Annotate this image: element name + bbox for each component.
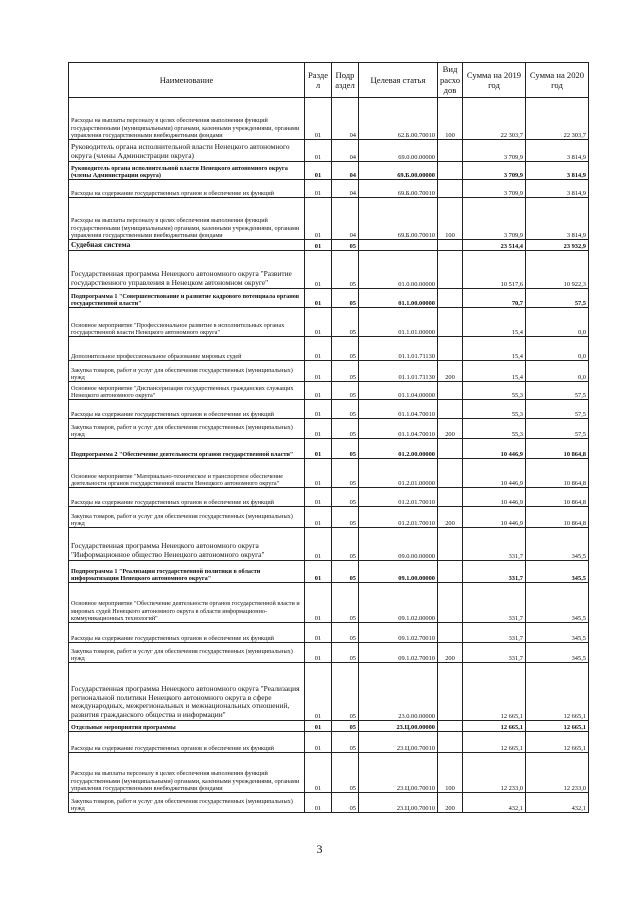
cell-vid (438, 289, 463, 308)
cell-name: Основное мероприятие "Профессиональное развитие в исполнительных органах государственной власти Ненецкого автономного округа" (69, 308, 305, 337)
cell-statya: 01.1.04.70010 (359, 419, 438, 439)
cell-vid: 200 (438, 419, 463, 439)
cell-razdel: 01 (305, 488, 332, 507)
table-row (69, 382, 589, 400)
table-row (69, 721, 589, 732)
budget-table (68, 62, 589, 813)
table-row (69, 439, 589, 459)
cell-statya: 23.Ц.00.70010 (359, 732, 438, 753)
cell-vid (438, 251, 463, 289)
cell-podrazdel: 04 (332, 98, 359, 140)
cell-sum-2020: 345,5 (526, 643, 589, 663)
cell-podrazdel: 05 (332, 240, 359, 251)
cell-name: Подпрограмма 2 "Обеспечение деятельности органов государственной власти" (69, 439, 305, 459)
cell-sum-2020: 0,0 (526, 308, 589, 337)
cell-razdel: 01 (305, 337, 332, 361)
cell-sum-2019: 15,4 (463, 308, 526, 337)
table-row (69, 507, 589, 528)
cell-name: Закупка товаров, работ и услуг для обеспечения государственных (муниципальных) нужд (69, 643, 305, 663)
table-row (69, 623, 589, 643)
cell-razdel: 01 (305, 98, 332, 140)
cell-podrazdel: 05 (332, 251, 359, 289)
cell-vid (438, 663, 463, 721)
cell-sum-2019: 12 665,1 (463, 721, 526, 732)
cell-razdel: 01 (305, 459, 332, 488)
cell-vid (438, 721, 463, 732)
cell-sum-2020: 12 665,1 (526, 732, 589, 753)
cell-name: Закупка товаров, работ и услуг для обеспечения государственных (муниципальных) нужд (69, 507, 305, 528)
cell-podrazdel: 05 (332, 488, 359, 507)
cell-sum-2020: 345,5 (526, 528, 589, 561)
cell-vid (438, 162, 463, 180)
cell-sum-2019: 10 446,9 (463, 459, 526, 488)
cell-sum-2020: 57,5 (526, 382, 589, 400)
table-row (69, 180, 589, 198)
cell-name: Основное мероприятие "Материально-техническое и транспортное обеспечение деятельности органов государственной власти Ненецкого автономного округа" (69, 459, 305, 488)
cell-sum-2019: 10 446,9 (463, 488, 526, 507)
cell-sum-2019: 3 709,9 (463, 180, 526, 198)
cell-razdel: 01 (305, 240, 332, 251)
table-row (69, 419, 589, 439)
cell-sum-2020: 3 814,9 (526, 140, 589, 162)
cell-sum-2019: 12 665,1 (463, 732, 526, 753)
cell-name: Закупка товаров, работ и услуг для обеспечения государственных (муниципальных) нужд (69, 793, 305, 813)
cell-podrazdel: 05 (332, 337, 359, 361)
cell-statya: 01.1.04.70010 (359, 400, 438, 419)
cell-name: Дополнительное профессиональное образование мировых судей (69, 337, 305, 361)
cell-vid (438, 180, 463, 198)
cell-razdel: 01 (305, 382, 332, 400)
cell-vid (438, 337, 463, 361)
cell-sum-2019: 55,3 (463, 382, 526, 400)
cell-sum-2020: 12 233,0 (526, 753, 589, 793)
cell-podrazdel: 05 (332, 732, 359, 753)
cell-sum-2020: 22 303,7 (526, 98, 589, 140)
cell-statya: 62.Б.00.70010 (359, 98, 438, 140)
table-row (69, 643, 589, 663)
cell-name: Расходы на содержание государственных органов и обеспечение их функций (69, 623, 305, 643)
cell-razdel: 01 (305, 419, 332, 439)
cell-sum-2019: 10 517,6 (463, 251, 526, 289)
cell-podrazdel: 05 (332, 400, 359, 419)
cell-vid (438, 488, 463, 507)
cell-statya: 01.1.01.71130 (359, 361, 438, 382)
cell-name: Руководитель органа исполнительной власти Ненецкого автономного округа (члены Администрации округа) (69, 140, 305, 162)
cell-name: Руководитель органа исполнительной власти Ненецкого автономного округа (члены Администрации округа) (69, 162, 305, 180)
cell-razdel: 01 (305, 439, 332, 459)
header-sum-2020: Сумма на 2020 год (526, 63, 589, 98)
cell-sum-2020: 3 814,9 (526, 162, 589, 180)
cell-statya: 09.0.00.00000 (359, 528, 438, 561)
cell-vid: 100 (438, 753, 463, 793)
table-row (69, 583, 589, 623)
cell-statya: 69.0.00.00000 (359, 140, 438, 162)
cell-name: Судебная система (69, 240, 305, 251)
cell-name: Отдельные мероприятия программы (69, 721, 305, 732)
cell-podrazdel: 04 (332, 198, 359, 240)
cell-sum-2020: 345,5 (526, 623, 589, 643)
header-vid: Вид расхо дов (438, 63, 463, 98)
cell-razdel: 01 (305, 289, 332, 308)
cell-razdel: 01 (305, 663, 332, 721)
cell-podrazdel: 05 (332, 507, 359, 528)
cell-sum-2020: 0,0 (526, 337, 589, 361)
cell-podrazdel: 05 (332, 623, 359, 643)
cell-name: Основное мероприятие "Диспансеризация государственных гражданских служащих Ненецкого автономного округа" (69, 382, 305, 400)
header-name: Наименование (69, 63, 305, 98)
cell-statya: 23.0.00.00000 (359, 663, 438, 721)
cell-razdel: 01 (305, 507, 332, 528)
table-row (69, 140, 589, 162)
cell-name: Основное мероприятие "Обеспечение деятельности органов государственной власти и мировых судей Ненецкого автономного округа в области информационно-коммуникационных технологий" (69, 583, 305, 623)
cell-vid (438, 623, 463, 643)
cell-razdel: 01 (305, 623, 332, 643)
cell-podrazdel: 04 (332, 180, 359, 198)
cell-sum-2020: 0,0 (526, 361, 589, 382)
cell-sum-2019: 10 446,9 (463, 507, 526, 528)
cell-sum-2020: 23 932,9 (526, 240, 589, 251)
table-header-row (69, 63, 589, 98)
cell-sum-2019: 3 709,9 (463, 162, 526, 180)
cell-statya: 09.1.00.00000 (359, 561, 438, 583)
cell-name: Расходы на содержание государственных органов и обеспечение их функций (69, 400, 305, 419)
cell-name: Закупка товаров, работ и услуг для обеспечения государственных (муниципальных) нужд (69, 361, 305, 382)
cell-statya: 01.2.01.00000 (359, 459, 438, 488)
cell-podrazdel: 05 (332, 528, 359, 561)
cell-statya: 23.Ц.00.70010 (359, 753, 438, 793)
table-row (69, 528, 589, 561)
cell-statya: 01.1.04.00000 (359, 382, 438, 400)
page-number: 3 (316, 842, 323, 856)
cell-statya: 69.Б.00.70010 (359, 198, 438, 240)
cell-razdel: 01 (305, 308, 332, 337)
cell-statya: 01.1.01.00000 (359, 308, 438, 337)
cell-statya: 01.2.01.70010 (359, 507, 438, 528)
cell-statya: 23.Ц.00.70010 (359, 793, 438, 813)
cell-vid (438, 240, 463, 251)
cell-sum-2019: 3 709,9 (463, 198, 526, 240)
cell-sum-2019: 12 233,0 (463, 753, 526, 793)
cell-statya: 23.Ц.00.00000 (359, 721, 438, 732)
cell-sum-2020: 10 864,8 (526, 488, 589, 507)
cell-sum-2019: 10 446,9 (463, 439, 526, 459)
cell-podrazdel: 05 (332, 459, 359, 488)
cell-sum-2020: 12 665,1 (526, 721, 589, 732)
cell-vid: 200 (438, 507, 463, 528)
table-row (69, 162, 589, 180)
cell-statya: 69.Б.00.70010 (359, 180, 438, 198)
cell-podrazdel: 05 (332, 419, 359, 439)
cell-razdel: 01 (305, 180, 332, 198)
cell-name: Подпрограмма 1 "Реализация государственной политики в области информатизации Ненецкого автономного округа" (69, 561, 305, 583)
table-row (69, 732, 589, 753)
cell-sum-2020: 345,5 (526, 583, 589, 623)
cell-sum-2019: 15,4 (463, 361, 526, 382)
cell-razdel: 01 (305, 162, 332, 180)
cell-name: Государственная программа Ненецкого автономного округа "Информационное общество Ненецкого автономного округа" (69, 528, 305, 561)
cell-podrazdel: 04 (332, 162, 359, 180)
cell-name: Расходы на содержание государственных органов и обеспечение их функций (69, 732, 305, 753)
cell-name: Закупка товаров, работ и услуг для обеспечения государственных (муниципальных) нужд (69, 419, 305, 439)
cell-statya: 01.2.00.00000 (359, 439, 438, 459)
cell-sum-2019: 55,3 (463, 400, 526, 419)
cell-sum-2019: 331,7 (463, 583, 526, 623)
cell-podrazdel: 05 (332, 721, 359, 732)
cell-podrazdel: 04 (332, 140, 359, 162)
table-row (69, 240, 589, 251)
table-row (69, 663, 589, 721)
cell-sum-2019: 23 514,4 (463, 240, 526, 251)
cell-name: Расходы на содержание государственных органов и обеспечение их функций (69, 488, 305, 507)
cell-vid (438, 140, 463, 162)
cell-razdel: 01 (305, 140, 332, 162)
cell-statya: 01.1.00.00000 (359, 289, 438, 308)
cell-vid (438, 528, 463, 561)
cell-sum-2020: 12 665,1 (526, 663, 589, 721)
cell-sum-2020: 10 922,3 (526, 251, 589, 289)
cell-sum-2020: 57,5 (526, 289, 589, 308)
table-row (69, 753, 589, 793)
cell-vid (438, 583, 463, 623)
cell-vid (438, 732, 463, 753)
cell-podrazdel: 05 (332, 439, 359, 459)
budget-table-sheet (68, 62, 588, 813)
cell-razdel: 01 (305, 793, 332, 813)
table-row (69, 561, 589, 583)
cell-statya: 09.1.02.00000 (359, 583, 438, 623)
cell-name: Расходы на выплаты персоналу в целях обеспечения выполнения функций государственными (муниципальными) органами, казенными учреждениями, органами управления государственными внебюджетными фондами (69, 198, 305, 240)
cell-sum-2019: 331,7 (463, 643, 526, 663)
header-sum-2019: Сумма на 2019 год (463, 63, 526, 98)
table-row (69, 251, 589, 289)
cell-sum-2019: 331,7 (463, 528, 526, 561)
cell-vid: 100 (438, 198, 463, 240)
table-row (69, 793, 589, 813)
cell-sum-2019: 22 303,7 (463, 98, 526, 140)
cell-podrazdel: 05 (332, 793, 359, 813)
cell-podrazdel: 05 (332, 583, 359, 623)
cell-vid (438, 459, 463, 488)
cell-razdel: 01 (305, 583, 332, 623)
table-row (69, 400, 589, 419)
cell-name: Подпрограмма 1 "Совершенствование и развитие кадрового потенциала органов государственной власти" (69, 289, 305, 308)
cell-name: Расходы на содержание государственных органов и обеспечение их функций (69, 180, 305, 198)
header-podrazdel: Подр аздел (332, 63, 359, 98)
cell-vid (438, 308, 463, 337)
cell-razdel: 01 (305, 753, 332, 793)
cell-podrazdel: 05 (332, 308, 359, 337)
cell-vid: 200 (438, 361, 463, 382)
cell-sum-2019: 12 665,1 (463, 663, 526, 721)
cell-statya: 01.1.01.71130 (359, 337, 438, 361)
cell-sum-2019: 70,7 (463, 289, 526, 308)
cell-razdel: 01 (305, 643, 332, 663)
cell-podrazdel: 05 (332, 561, 359, 583)
cell-sum-2020: 57,5 (526, 419, 589, 439)
cell-sum-2020: 3 814,9 (526, 198, 589, 240)
cell-razdel: 01 (305, 198, 332, 240)
table-row (69, 488, 589, 507)
table-body (69, 98, 589, 813)
cell-sum-2020: 10 864,8 (526, 439, 589, 459)
cell-statya: 01.2.01.70010 (359, 488, 438, 507)
table-row (69, 308, 589, 337)
cell-razdel: 01 (305, 361, 332, 382)
cell-vid (438, 561, 463, 583)
cell-vid: 200 (438, 643, 463, 663)
cell-name: Государственная программа Ненецкого автономного округа "Развитие государственного управления в Ненецком автономном округе" (69, 251, 305, 289)
table-row (69, 361, 589, 382)
table-row (69, 198, 589, 240)
header-razdel: Разде л (305, 63, 332, 98)
cell-sum-2020: 3 814,9 (526, 180, 589, 198)
cell-name: Расходы на выплаты персоналу в целях обеспечения выполнения функций государственными (муниципальными) органами, казенными учреждениями, органами управления государственными внебюджетными фондами (69, 98, 305, 140)
cell-podrazdel: 05 (332, 382, 359, 400)
cell-sum-2020: 432,1 (526, 793, 589, 813)
table-row (69, 98, 589, 140)
cell-podrazdel: 05 (332, 289, 359, 308)
cell-sum-2020: 10 864,8 (526, 507, 589, 528)
cell-sum-2020: 345,5 (526, 561, 589, 583)
cell-sum-2019: 432,1 (463, 793, 526, 813)
cell-razdel: 01 (305, 528, 332, 561)
cell-vid (438, 439, 463, 459)
cell-statya: 69.Б.00.00000 (359, 162, 438, 180)
cell-sum-2020: 10 864,8 (526, 459, 589, 488)
cell-podrazdel: 05 (332, 361, 359, 382)
cell-sum-2020: 57,5 (526, 400, 589, 419)
table-row (69, 289, 589, 308)
cell-podrazdel: 05 (332, 643, 359, 663)
cell-sum-2019: 331,7 (463, 623, 526, 643)
cell-statya: 01.0.00.00000 (359, 251, 438, 289)
cell-vid: 100 (438, 98, 463, 140)
cell-statya (359, 240, 438, 251)
cell-sum-2019: 3 709,9 (463, 140, 526, 162)
cell-razdel: 01 (305, 251, 332, 289)
cell-statya: 09.1.02.70010 (359, 623, 438, 643)
cell-name: Расходы на выплаты персоналу в целях обеспечения выполнения функций государственными (муниципальными) органами, казенными учреждениями, органами управления государственными внебюджетными фондами (69, 753, 305, 793)
cell-podrazdel: 05 (332, 663, 359, 721)
cell-sum-2019: 55,3 (463, 419, 526, 439)
cell-vid (438, 382, 463, 400)
cell-podrazdel: 05 (332, 753, 359, 793)
table-row (69, 459, 589, 488)
cell-razdel: 01 (305, 721, 332, 732)
cell-vid (438, 400, 463, 419)
header-statya: Целевая статья (359, 63, 438, 98)
cell-razdel: 01 (305, 732, 332, 753)
cell-razdel: 01 (305, 561, 332, 583)
cell-razdel: 01 (305, 400, 332, 419)
cell-sum-2019: 15,4 (463, 337, 526, 361)
cell-statya: 09.1.02.70010 (359, 643, 438, 663)
table-row (69, 337, 589, 361)
cell-name: Государственная программа Ненецкого автономного округа "Реализация региональной политики Ненецкого автономного округа в сфере международных, межрегиональных и межнациональных отношений, развития гражданского общества и информации" (69, 663, 305, 721)
cell-vid: 200 (438, 793, 463, 813)
cell-sum-2019: 331,7 (463, 561, 526, 583)
